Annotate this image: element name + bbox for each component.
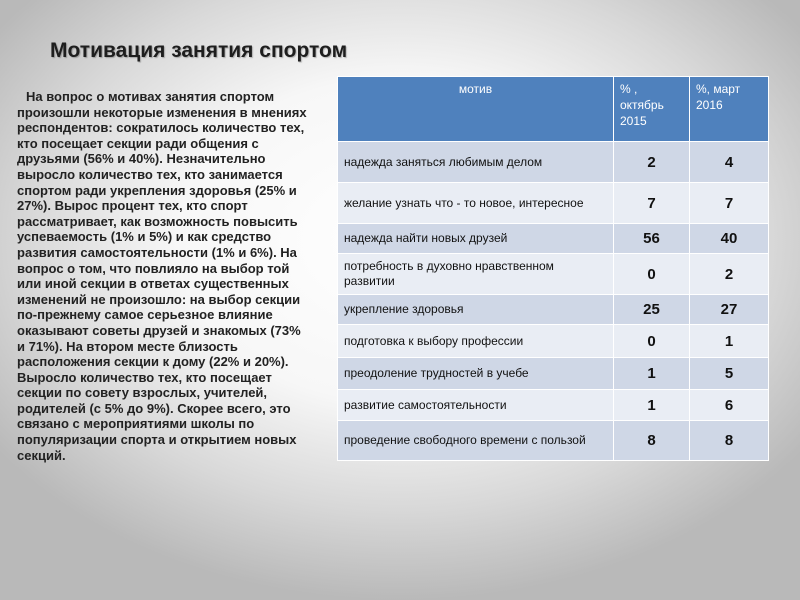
table-row bbox=[338, 325, 769, 358]
table-row bbox=[338, 224, 769, 254]
motive-cell: потребность в духовно нравственном развитии bbox=[338, 254, 614, 295]
motive-cell: укрепление здоровья bbox=[338, 295, 614, 325]
motive-cell: надежда заняться любимым делом bbox=[338, 142, 614, 183]
march-2016-value: 40 bbox=[690, 224, 769, 254]
table-row bbox=[338, 142, 769, 183]
table-row bbox=[338, 183, 769, 224]
table-row bbox=[338, 358, 769, 390]
october-2015-value: 1 bbox=[614, 390, 690, 421]
table-row bbox=[338, 390, 769, 421]
march-2016-value: 8 bbox=[690, 421, 769, 461]
motive-cell: развитие самостоятельности bbox=[338, 390, 614, 421]
march-2016-value: 4 bbox=[690, 142, 769, 183]
motive-cell: подготовка к выбору профессии bbox=[338, 325, 614, 358]
march-2016-value: 27 bbox=[690, 295, 769, 325]
march-2016-value: 2 bbox=[690, 254, 769, 295]
march-2016-value: 7 bbox=[690, 183, 769, 224]
body-text: На вопрос о мотивах занятия спортом произошли некоторые изменения в мнениях респондентов: сократилось количество тех, кто посещает секции ради общения с друзьями (56% и 40%). Незначительно выросло количество тех, кто занимается спортом ради укрепления здоровья (25% и 27%). Вырос процент тех, кто спорт рассматривает, как возможность повысить успеваемость (1% и 5%) и как средство развития самостоятельности (1% и 6%). На вопрос о том, что повлияло на выбор той или иной секции в ответах существенных изменений не произошло: на выбор секции по-прежнему самое серьезное влияние оказывают советы друзей и знакомых (73% и 71%). На втором месте близость расположения секции к дому (22% и 20%). Выросло количество тех, кто посещает секции по совету взрослых, учителей, родителей (с 5% до 9%). Скорее всего, это связано с мероприятиями школы по популяризации спорта и открытием новых секций. bbox=[17, 89, 307, 463]
october-2015-value: 0 bbox=[614, 325, 690, 358]
motive-cell: преодоление трудностей в учебе bbox=[338, 358, 614, 390]
column-header-october-2015: % , октябрь 2015 bbox=[614, 77, 690, 142]
march-2016-value: 1 bbox=[690, 325, 769, 358]
march-2016-value: 5 bbox=[690, 358, 769, 390]
march-2016-value: 6 bbox=[690, 390, 769, 421]
column-header-motive: мотив bbox=[338, 77, 614, 142]
october-2015-value: 25 bbox=[614, 295, 690, 325]
motive-cell: желание узнать что - то новое, интересное bbox=[338, 183, 614, 224]
october-2015-value: 56 bbox=[614, 224, 690, 254]
motivation-table bbox=[337, 76, 769, 461]
october-2015-value: 7 bbox=[614, 183, 690, 224]
column-header-march-2016: %, март 2016 bbox=[690, 77, 769, 142]
table-row bbox=[338, 295, 769, 325]
october-2015-value: 2 bbox=[614, 142, 690, 183]
motive-cell: проведение свободного времени с пользой bbox=[338, 421, 614, 461]
table-header-row bbox=[338, 77, 769, 142]
motive-cell: надежда найти новых друзей bbox=[338, 224, 614, 254]
table-row bbox=[338, 421, 769, 461]
slide-title: Мотивация занятия спортом bbox=[50, 39, 348, 62]
october-2015-value: 8 bbox=[614, 421, 690, 461]
october-2015-value: 1 bbox=[614, 358, 690, 390]
october-2015-value: 0 bbox=[614, 254, 690, 295]
table-row bbox=[338, 254, 769, 295]
